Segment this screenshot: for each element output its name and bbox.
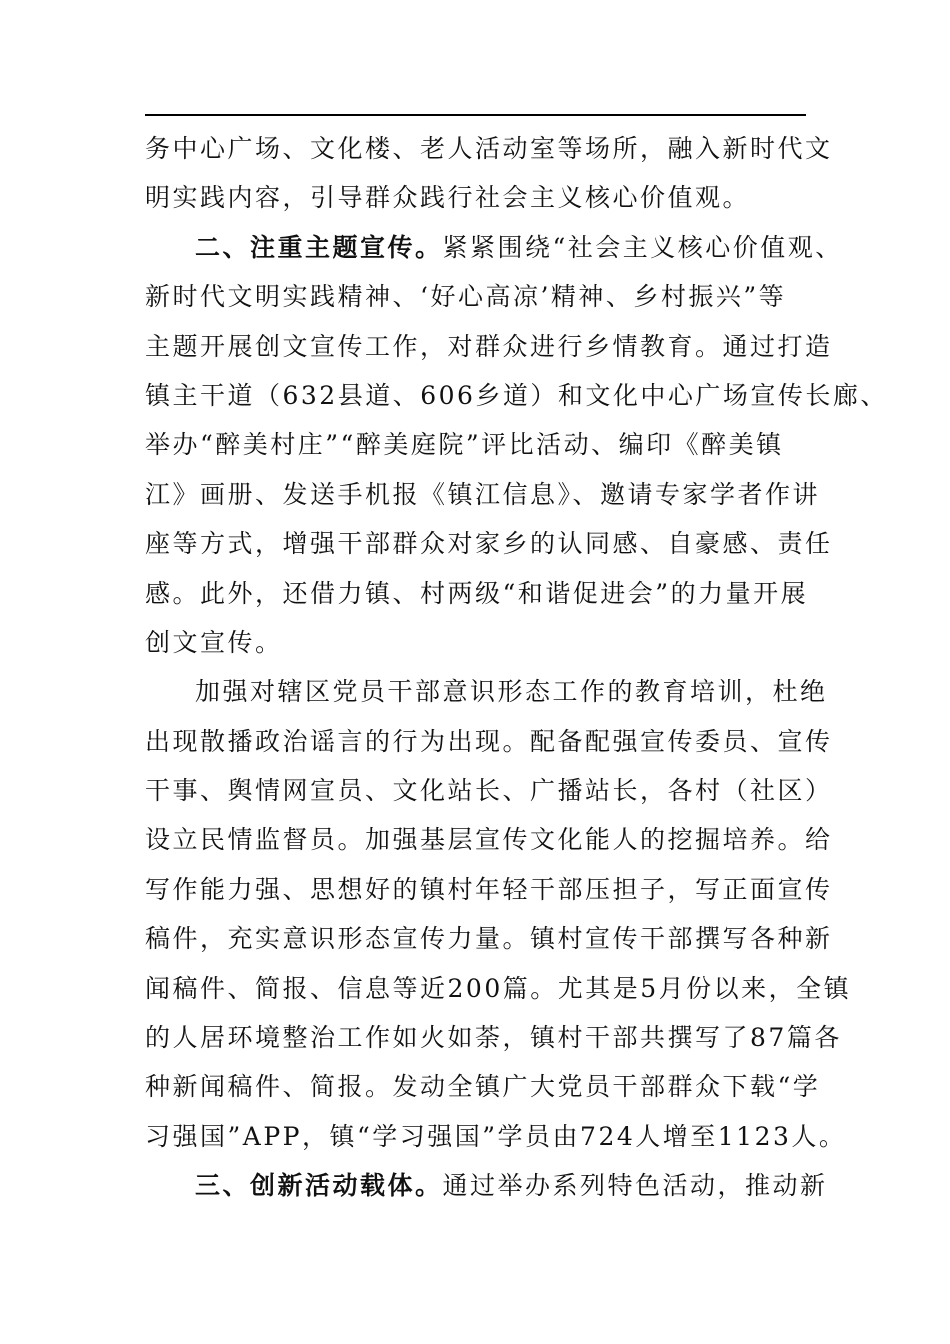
section-heading-3: 三、创新活动载体。 — [195, 1171, 443, 1201]
paragraph-1-line: 明实践内容，引导群众践行社会主义核心价值观。 — [145, 183, 751, 213]
document-body — [145, 124, 888, 1211]
header-rule — [145, 114, 806, 116]
paragraph-2-first-line-text: 紧紧围绕“社会主义核心价值观、 — [442, 232, 843, 262]
paragraph-2-line: 座等方式，增强干部群众对家乡的认同感、自豪感、责任 — [145, 529, 833, 559]
paragraph-3-line: 种新闻稿件、简报。发动全镇广大党员干部群众下载“学 — [145, 1072, 821, 1102]
paragraph-4-first-line-text: 通过举办系列特色活动，推动新 — [442, 1171, 828, 1201]
paragraph-2-line: 镇主干道（632县道、606乡道）和文化中心广场宣传长廊、 — [145, 380, 888, 410]
paragraph-2-first-line — [145, 223, 843, 272]
paragraph-2-line: 新时代文明实践精神、‘好心高凉’精神、乡村振兴”等 — [145, 282, 787, 312]
paragraph-2-line: 创文宣传。 — [145, 627, 283, 657]
paragraph-3-line: 闻稿件、简报、信息等近200篇。尤其是5月份以来，全镇 — [145, 973, 852, 1003]
paragraph-3-line: 设立民情监督员。加强基层宣传文化能人的挖掘培养。给 — [145, 825, 833, 855]
paragraph-2-line: 感。此外，还借力镇、村两级“和谐促进会”的力量开展 — [145, 578, 809, 608]
paragraph-2-line: 江》画册、发送手机报《镇江信息》、邀请专家学者作讲 — [145, 479, 821, 509]
paragraph-3-line: 写作能力强、思想好的镇村年轻干部压担子，写正面宣传 — [145, 874, 833, 904]
paragraph-2-line: 举办“醉美村庄”“醉美庭院”评比活动、编印《醉美镇 — [145, 430, 784, 460]
paragraph-2-line: 主题开展创文宣传工作，对群众进行乡情教育。通过打造 — [145, 331, 833, 361]
paragraph-3-line: 习强国”APP，镇“学习强国”学员由724人增至1123人。 — [145, 1121, 847, 1151]
paragraph-4-first-line — [145, 1161, 828, 1210]
paragraph-3-line: 的人居环境整治工作如火如荼，镇村干部共撰写了87篇各 — [145, 1023, 842, 1053]
paragraph-3-line: 干事、舆情网宣员、文化站长、广播站长，各村（社区） — [145, 776, 833, 806]
paragraph-1-line: 务中心广场、文化楼、老人活动室等场所，融入新时代文 — [145, 134, 833, 163]
paragraph-3-line: 稿件，充实意识形态宣传力量。镇村宣传干部撰写各种新 — [145, 924, 833, 954]
paragraph-3-first-line: 加强对辖区党员干部意识形态工作的教育培训，杜绝 — [195, 677, 828, 707]
section-heading-2: 二、注重主题宣传。 — [195, 232, 443, 262]
paragraph-3-line: 出现散播政治谣言的行为出现。配备配强宣传委员、宣传 — [145, 726, 833, 756]
